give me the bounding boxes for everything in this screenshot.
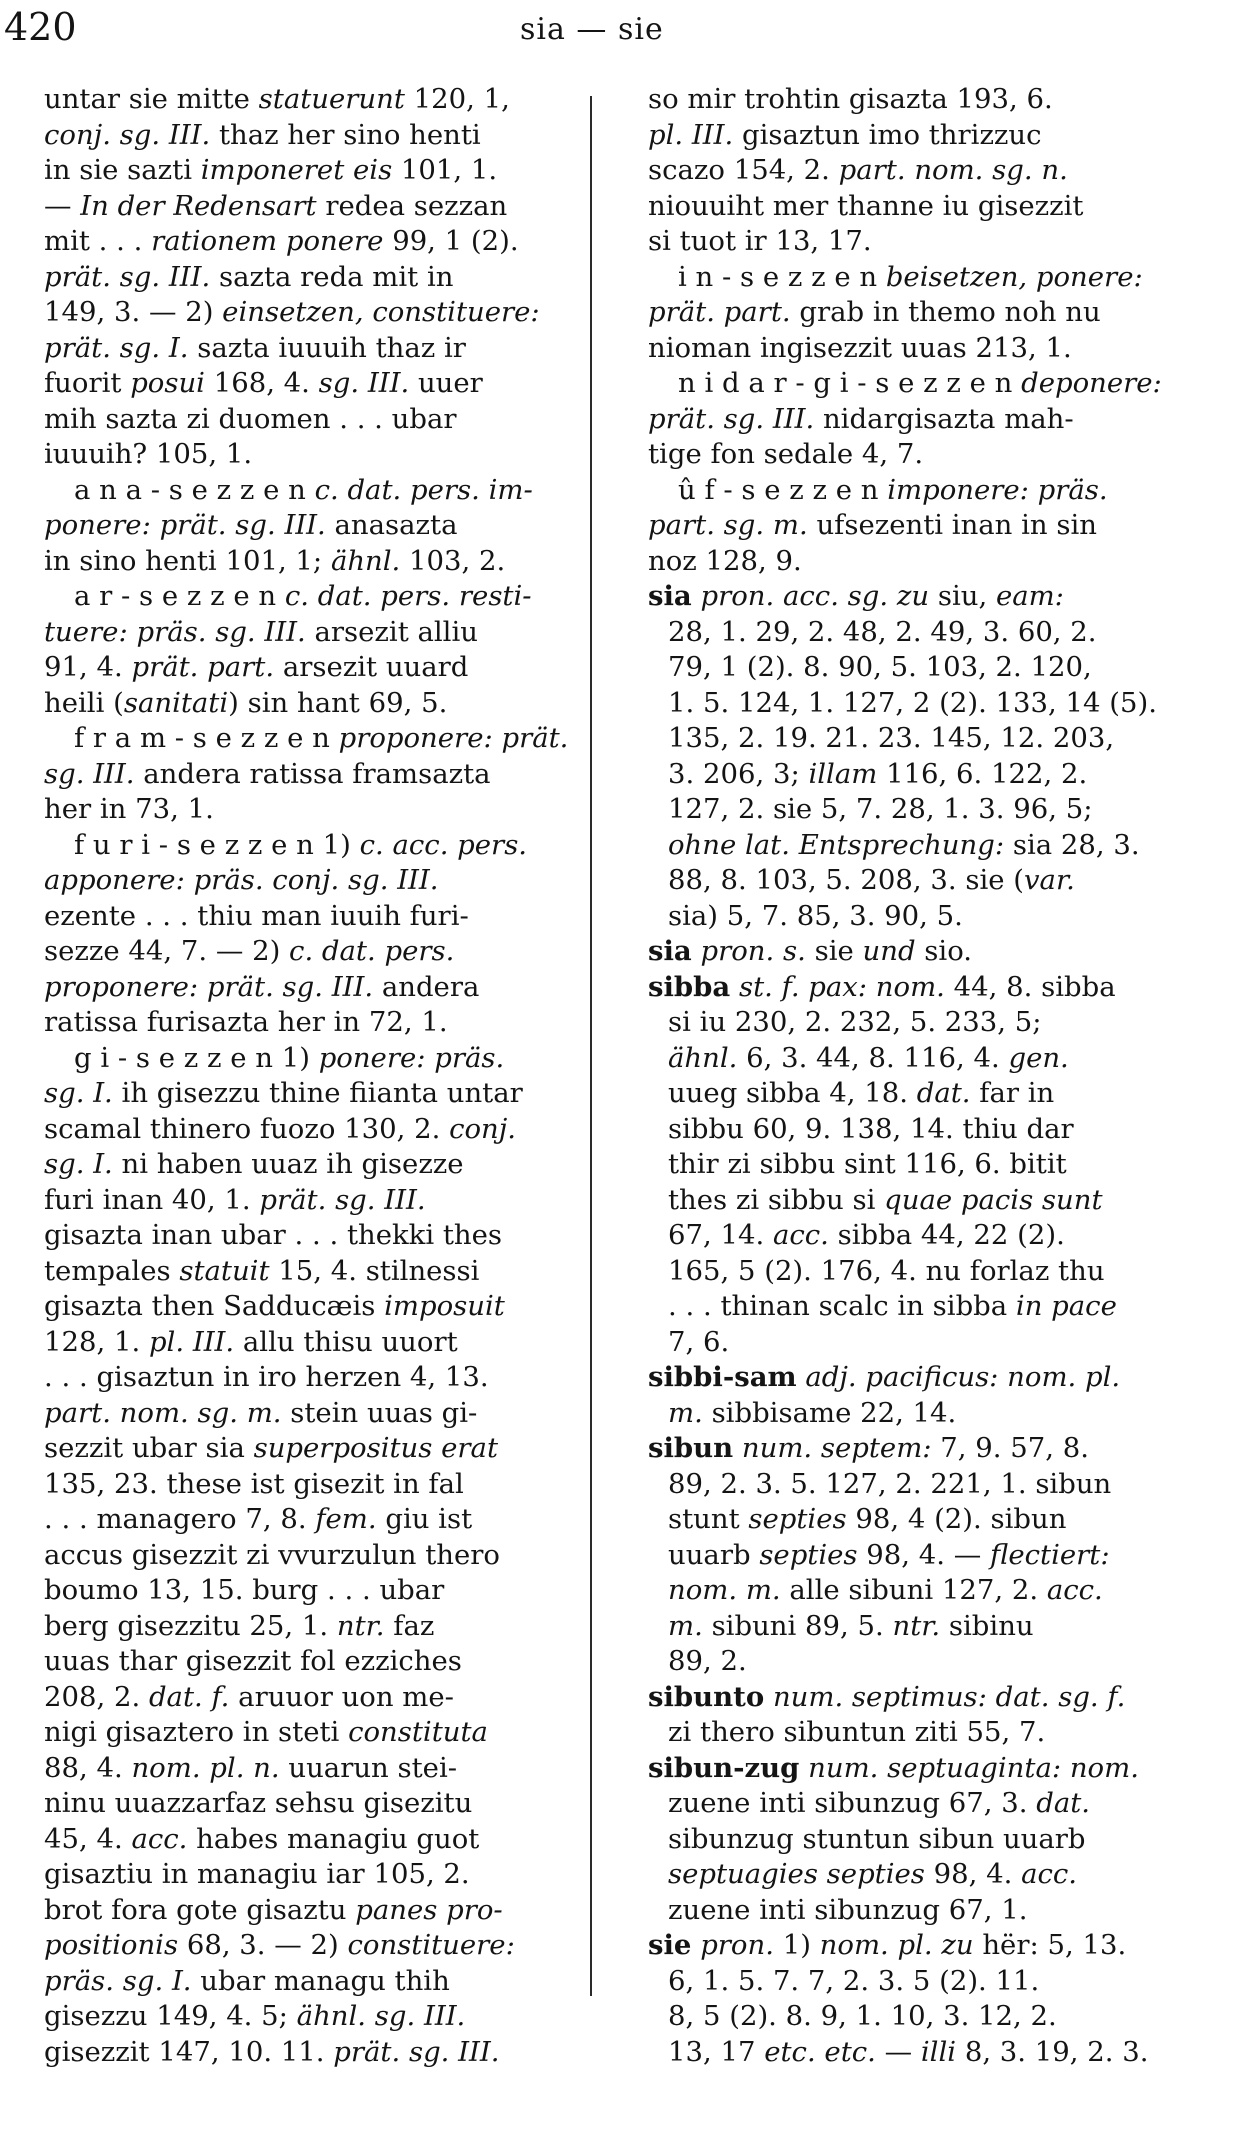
- right-column-line: m. sibbisame 22, 14.: [668, 1396, 957, 1429]
- left-column-line: — In der Redensart redea sezzan: [44, 189, 508, 222]
- right-column-line: so mir trohtin gisazta 193, 6.: [648, 83, 1053, 115]
- right-column-line: 79, 1 (2). 8. 90, 5. 103, 2. 120,: [668, 651, 1092, 683]
- right-column-line: 89, 2.: [668, 1645, 747, 1677]
- right-column-line: 127, 2. sie 5, 7. 28, 1. 3. 96, 5;: [668, 793, 1093, 825]
- left-column-line: sg. I. ih gisezzu thine fiianta untar: [44, 1077, 523, 1109]
- left-column-line: untar sie mitte statuerunt 120, 1,: [44, 83, 510, 115]
- right-column-line: septuagies septies 98, 4. acc.: [668, 1858, 1078, 1890]
- right-column-line: zi thero sibuntun ziti 55, 7.: [668, 1716, 1046, 1748]
- right-column-line: niouuiht mer thanne iu gisezzit: [648, 189, 1084, 222]
- right-column-line: 89, 2. 3. 5. 127, 2. 221, 1. sibun: [668, 1467, 1112, 1500]
- right-column-line: zuene inti sibunzug 67, 3. dat.: [668, 1787, 1091, 1819]
- right-column-line: sia) 5, 7. 85, 3. 90, 5.: [668, 899, 963, 932]
- left-column-line: proponere: prät. sg. III. andera: [44, 970, 480, 1003]
- right-column-line: sibunto num. septimus: dat. sg. f.: [648, 1680, 1126, 1713]
- right-column-line: 13, 17 etc. etc. — illi 8, 3. 19, 2. 3.: [668, 2035, 1149, 2068]
- right-column-line: noz 128, 9.: [648, 544, 802, 577]
- right-column-line: 28, 1. 29, 2. 48, 2. 49, 3. 60, 2.: [668, 615, 1097, 648]
- left-column-line: 135, 23. these ist gisezit in fal: [44, 1467, 464, 1500]
- right-column-line: 6, 1. 5. 7. 7, 2. 3. 5 (2). 11.: [668, 1964, 1040, 1997]
- left-column-line: gisazta inan ubar . . . thekki thes: [44, 1219, 503, 1251]
- right-column-line: 67, 14. acc. sibba 44, 22 (2).: [668, 1219, 1065, 1251]
- left-column-line: gisezzu 149, 4. 5; ähnl. sg. III.: [44, 2000, 466, 2032]
- right-column-line: part. sg. m. ufsezenti inan in sin: [648, 509, 1098, 541]
- left-column-line: boumo 13, 15. burg . . . ubar: [44, 1574, 445, 1606]
- running-title: sia — sie: [520, 12, 664, 47]
- right-column-line: sie pron. 1) nom. pl. zu hër: 5, 13.: [648, 1929, 1127, 1961]
- left-column-line: sezzit ubar sia superpositus erat: [44, 1432, 498, 1464]
- left-column-line: 208, 2. dat. f. aruuor uon me-: [44, 1680, 454, 1713]
- left-column-line: furi inan 40, 1. prät. sg. III.: [44, 1183, 426, 1216]
- left-column-line: 128, 1. pl. III. allu thisu uuort: [44, 1325, 458, 1358]
- right-column-line: nioman ingisezzit uuas 213, 1.: [648, 331, 1072, 364]
- left-column-line: 45, 4. acc. habes managiu guot: [44, 1822, 480, 1855]
- right-column-line: si tuot ir 13, 17.: [648, 225, 872, 257]
- left-column-line: . . . managero 7, 8. fem. giu ist: [44, 1503, 473, 1535]
- column-divider: [590, 96, 592, 1996]
- left-column-line: part. nom. sg. m. stein uuas gi-: [44, 1396, 478, 1429]
- right-column-line: si iu 230, 2. 232, 5. 233, 5;: [668, 1006, 1042, 1038]
- right-column-line: zuene inti sibunzug 67, 1.: [668, 1893, 1028, 1926]
- right-column-line: 7, 6.: [668, 1325, 730, 1358]
- left-column-line: a n a - s e z z e n c. dat. pers. im-: [74, 473, 533, 506]
- left-column-line: präs. sg. I. ubar managu thih: [44, 1964, 450, 1997]
- left-column-line: fuorit posui 168, 4. sg. III. uuer: [44, 367, 483, 399]
- right-column-line: sibun num. septem: 7, 9. 57, 8.: [648, 1432, 1089, 1464]
- right-column-line: sibbi-sam adj. pacificus: nom. pl.: [648, 1361, 1121, 1393]
- right-column-line: prät. part. grab in themo noh nu: [648, 296, 1101, 328]
- left-column-line: . . . gisaztun in iro herzen 4, 13.: [44, 1361, 489, 1393]
- right-column: [648, 82, 1188, 2070]
- left-column-line: mih sazta zi duomen . . . ubar: [44, 402, 457, 435]
- right-column-line: 88, 8. 103, 5. 208, 3. sie (var.: [668, 864, 1075, 896]
- left-column-line: ponere: prät. sg. III. anasazta: [44, 509, 458, 541]
- left-column-line: gisezzit 147, 10. 11. prät. sg. III.: [44, 2035, 500, 2068]
- left-column-line: prät. sg. III. sazta reda mit in: [44, 260, 454, 293]
- left-column-line: mit . . . rationem ponere 99, 1 (2).: [44, 225, 519, 257]
- right-column-line: sibba st. f. pax: nom. 44, 8. sibba: [648, 970, 1116, 1003]
- right-column-line: uuarb septies 98, 4. — flectiert:: [668, 1538, 1110, 1571]
- right-column-line: 3. 206, 3; illam 116, 6. 122, 2.: [668, 757, 1088, 790]
- left-column-line: scamal thinero fuozo 130, 2. conj.: [44, 1112, 517, 1145]
- right-column-line: 135, 2. 19. 21. 23. 145, 12. 203,: [668, 722, 1115, 754]
- left-column-line: prät. sg. I. sazta iuuuih thaz ir: [44, 331, 466, 364]
- left-column-line: accus gisezzit zi vvurzulun thero: [44, 1538, 500, 1571]
- right-column-line: m. sibuni 89, 5. ntr. sibinu: [668, 1609, 1034, 1642]
- left-column-line: in sino henti 101, 1; ähnl. 103, 2.: [44, 544, 506, 577]
- right-column-line: sibun-zug num. septuaginta: nom.: [648, 1751, 1139, 1784]
- right-column-line: 165, 5 (2). 176, 4. nu forlaz thu: [668, 1254, 1105, 1287]
- right-column-line: . . . thinan scalc in sibba in pace: [668, 1290, 1117, 1322]
- right-column-line: pl. III. gisaztun imo thrizzuc: [648, 118, 1042, 151]
- left-column-line: sg. I. ni haben uuaz ih gisezze: [44, 1148, 464, 1180]
- left-column-line: tuere: präs. sg. III. arsezit alliu: [44, 615, 478, 648]
- left-column-line: positionis 68, 3. — 2) constituere:: [44, 1929, 515, 1961]
- left-column-line: 149, 3. — 2) einsetzen, constituere:: [44, 296, 540, 328]
- right-column-line: 8, 5 (2). 8. 9, 1. 10, 3. 12, 2.: [668, 2000, 1057, 2032]
- right-column-line: nom. m. alle sibuni 127, 2. acc.: [668, 1574, 1103, 1606]
- right-column-line: ohne lat. Entsprechung: sia 28, 3.: [668, 828, 1140, 861]
- left-column-line: berg gisezzitu 25, 1. ntr. faz: [44, 1609, 435, 1642]
- right-column-line: uueg sibba 4, 18. dat. far in: [668, 1077, 1055, 1109]
- left-column-line: her in 73, 1.: [44, 793, 214, 825]
- left-column-line: heili (sanitati) sin hant 69, 5.: [44, 686, 448, 719]
- left-column: [44, 82, 580, 2070]
- right-column-line: i n - s e z z e n beisetzen, ponere:: [678, 260, 1143, 293]
- right-column-line: prät. sg. III. nidargisazta mah-: [648, 402, 1074, 435]
- left-column-line: gisazta then Sadducæis imposuit: [44, 1290, 505, 1322]
- right-column-line: thir zi sibbu sint 116, 6. bitit: [668, 1148, 1067, 1180]
- right-column-line: 1. 5. 124, 1. 127, 2 (2). 133, 14 (5).: [668, 686, 1157, 719]
- right-column-line: sibbu 60, 9. 138, 14. thiu dar: [668, 1112, 1074, 1145]
- right-column-line: sibunzug stuntun sibun uuarb: [668, 1822, 1086, 1855]
- left-column-line: ninu uuazzarfaz sehsu gisezitu: [44, 1787, 473, 1819]
- right-column-line: sia pron. acc. sg. zu siu, eam:: [648, 580, 1064, 612]
- left-column-line: sezze 44, 7. — 2) c. dat. pers.: [44, 935, 455, 967]
- right-column-line: thes zi sibbu si quae pacis sunt: [668, 1183, 1103, 1216]
- right-column-line: sia pron. s. sie und sio.: [648, 935, 973, 967]
- left-column-line: tempales statuit 15, 4. stilnessi: [44, 1254, 480, 1287]
- right-column-line: ähnl. 6, 3. 44, 8. 116, 4. gen.: [668, 1041, 1069, 1074]
- left-column-line: conj. sg. III. thaz her sino henti: [44, 118, 481, 151]
- left-column-line: 91, 4. prät. part. arsezit uuard: [44, 651, 469, 683]
- right-column-line: n i d a r - g i - s e z z e n deponere:: [678, 367, 1162, 399]
- left-column-line: uuas thar gisezzit fol ezziches: [44, 1645, 462, 1677]
- left-column-line: g i - s e z z e n 1) ponere: präs.: [74, 1041, 505, 1074]
- left-column-line: ezente . . . thiu man iuuih furi-: [44, 899, 469, 932]
- left-column-line: nigi gisaztero in steti constituta: [44, 1716, 488, 1748]
- right-column-line: tige fon sedale 4, 7.: [648, 438, 924, 470]
- left-column-line: 88, 4. nom. pl. n. uuarun stei-: [44, 1751, 458, 1784]
- left-column-line: sg. III. andera ratissa framsazta: [44, 757, 491, 790]
- left-column-line: gisaztiu in managiu iar 105, 2.: [44, 1858, 470, 1890]
- left-column-line: ratissa furisazta her in 72, 1.: [44, 1006, 448, 1038]
- left-column-line: in sie sazti imponeret eis 101, 1.: [44, 154, 498, 186]
- left-column-line: f r a m - s e z z e n proponere: prät.: [74, 722, 569, 754]
- right-column-line: stunt septies 98, 4 (2). sibun: [668, 1503, 1067, 1535]
- left-column-line: a r - s e z z e n c. dat. pers. resti-: [74, 580, 532, 612]
- right-column-line: û f - s e z z e n imponere: präs.: [678, 473, 1108, 506]
- left-column-line: f u r i - s e z z e n 1) c. acc. pers.: [74, 828, 528, 861]
- page-number: 420: [4, 5, 77, 49]
- left-column-line: apponere: präs. conj. sg. III.: [44, 864, 439, 896]
- right-column-line: scazo 154, 2. part. nom. sg. n.: [648, 154, 1068, 186]
- left-column-line: iuuuih? 105, 1.: [44, 438, 253, 470]
- left-column-line: brot fora gote gisaztu panes pro-: [44, 1893, 503, 1926]
